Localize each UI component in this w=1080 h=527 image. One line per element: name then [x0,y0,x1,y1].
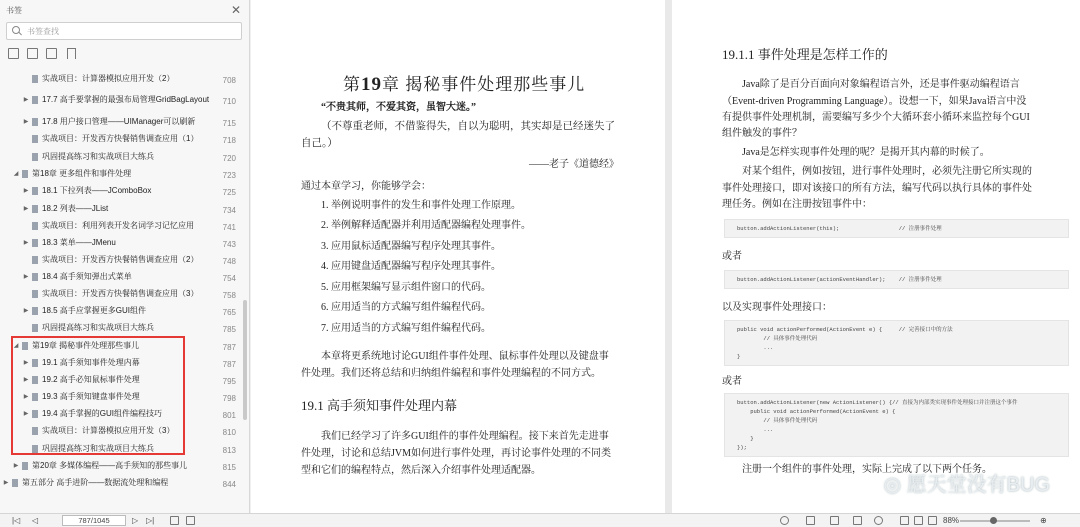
list-item[interactable]: 巩固提高练习和实战项目大练兵 785 [0,319,240,336]
learning-goal: 3. 应用鼠标适配器编写程序处理其事件。 [321,241,501,252]
list-item[interactable]: ▶ 18.3 菜单——JMenu 743 [23,238,236,249]
quote-translation-cont: 自己。） [301,138,338,149]
bookmark-icon[interactable] [65,48,76,59]
list-item[interactable]: ▶ 19.2 高手必知鼠标事件处理 795 [23,375,236,386]
document-icon [22,170,28,178]
chevron-down-icon[interactable]: ◢ [13,171,19,177]
quote-source: ——老子《道德经》 [529,159,619,170]
list-item[interactable]: 实战项目：利用列表开发名词学习记忆应用 741 [0,217,240,234]
quote-translation: （不尊重老师，不借鉴得失，自以为聪明，其实却是已经迷失了 [321,121,615,132]
code-block: public void actionPerformed(ActionEvent e) { // 完善接口中的方法 // 具体事件处理代码 ... } [724,320,1069,366]
prev-page-icon[interactable]: ◁ [32,516,39,525]
learning-goal: 7. 应用适当的方式编写组件编程代码。 [321,323,491,334]
chevron-right-icon[interactable]: ▶ [23,308,29,314]
document-icon [32,256,38,264]
paragraph-line: 以及实现事件处理接口： [722,302,832,313]
code-block: button.addActionListener(actionEventHandler); // 注册事件处理 [724,270,1069,289]
first-page-icon[interactable]: |◁ [12,516,21,525]
close-icon[interactable]: ✕ [230,3,241,17]
paragraph-line: 有提供事件处理机制，需要编写多少个大循环套小循环来监控每个GUI [722,112,1030,123]
document-icon [32,410,38,418]
document-icon [32,222,38,230]
actual-size-icon[interactable] [928,516,937,525]
page-right [672,0,1080,513]
last-page-icon[interactable]: ▷| [146,516,155,525]
chevron-right-icon[interactable]: ▶ [23,240,29,246]
paragraph-line: 事件处理接口，即对该接口的所有方法，编写代码以执行具体的事件处 [722,183,1032,194]
paragraph-line: Java除了是百分百面向对象编程语言外，还是事件驱动编程语言 [742,79,1020,90]
learning-goal: 5. 应用框架编写显示组件窗口的代码。 [321,282,491,293]
document-icon [32,359,38,367]
learning-goal: 2. 举例解释适配器并利用适配器编程处理事件。 [321,220,531,231]
chevron-right-icon[interactable]: ▶ [23,411,29,417]
learning-goal: 6. 应用适当的方式编写组件编程代码。 [321,302,491,313]
bookmark-panel-header [0,0,249,20]
quote-text: “不贵其师，不爱其资，虽智大迷。” [321,102,476,113]
chevron-right-icon[interactable]: ▶ [23,97,29,103]
list-item[interactable]: 实战项目：开发西方快餐销售调查应用（2） 748 [0,251,240,268]
double-page-icon[interactable] [830,516,839,525]
list-item[interactable]: ◢ 第18章 更多组件和事件处理 723 [13,169,236,180]
document-icon [32,376,38,384]
single-page-icon[interactable] [806,516,815,525]
paragraph-line: 件处理，讨论和总结JVM如何进行事件处理，再讨论事件处理的不同类 [301,448,612,459]
list-item[interactable]: ▶ 19.1 高手须知事件处理内幕 787 [23,358,236,369]
document-icon [32,307,38,315]
bookmark-toolbar [8,48,76,59]
paragraph-line: 组件触发的事件？ [722,128,802,139]
paragraph-line: 件处理。我们还将总结和归纳组件编程和事件处理编程的不同方式。 [301,368,601,379]
document-icon [32,135,38,143]
document-icon [32,273,38,281]
fit-width-icon[interactable] [900,516,909,525]
sidebar-scrollbar[interactable] [243,300,247,420]
chevron-right-icon[interactable]: ▶ [23,206,29,212]
document-icon [32,427,38,435]
list-item[interactable]: 实战项目：开发西方快餐销售调查应用（1） 718 [0,130,240,147]
add-bookmark-icon[interactable] [46,48,57,59]
paragraph-line: （Event-driven Programming Language）。设想一下，如果Java语言中没 [722,96,1027,107]
document-icon [32,324,38,332]
paragraph-line: 理任务。例如在注册按钮事件中： [722,199,872,210]
bookmark-panel-title: 书签 [6,5,22,15]
paragraph-line: 型和它们的编程特点，然后深入介绍事件处理适配器。 [301,465,541,476]
chapter-intro: 通过本章学习，你能够学会： [301,181,431,192]
zoom-slider-handle[interactable] [990,517,997,524]
list-item[interactable]: ▶ 18.4 高手须知弹出式菜单 754 [23,272,236,283]
bookmark-panel [0,0,250,513]
paragraph-line: 对某个组件，例如按钮，进行事件处理时，必须先注册它所实现的 [742,166,1032,177]
document-icon [12,479,18,487]
eye-icon[interactable] [780,516,789,525]
list-item[interactable]: ▶ 第20章 多媒体编程——高手须知的那些事儿 815 [13,461,236,472]
expand-all-icon[interactable] [8,48,19,59]
fit-height-icon[interactable] [914,516,923,525]
code-block: button.addActionListener(this); // 注册事件处理 [724,219,1069,238]
chapter-title: 第19章 揭秘事件处理那些事儿 [343,74,586,95]
document-icon [32,118,38,126]
chevron-right-icon[interactable]: ▶ [23,119,29,125]
list-item[interactable]: ◢ 第19章 揭秘事件处理那些事儿 787 [13,341,236,352]
next-page-icon[interactable]: ▷ [132,516,139,525]
fit-page-icon[interactable] [170,516,179,525]
zoom-in-icon[interactable]: ⊕ [1040,516,1047,525]
read-mode-icon[interactable] [874,516,883,525]
page-number-field[interactable]: 787/1045 [62,515,126,526]
search-icon [11,25,23,37]
paragraph-line: 或者 [722,376,742,387]
document-icon [32,153,38,161]
document-icon [32,187,38,195]
list-item[interactable]: ▶ 19.3 高手须知键盘事件处理 798 [23,392,236,403]
paragraph-line: Java是怎样实现事件处理的呢？是揭开其内幕的时候了。 [742,147,990,158]
chevron-right-icon[interactable]: ▶ [23,274,29,280]
list-item[interactable]: 巩固提高练习和实战项目大练兵 813 [0,440,240,457]
chevron-right-icon[interactable]: ▶ [13,463,19,469]
list-item[interactable]: ▶ 18.1 下拉列表——JComboBox 725 [23,186,236,197]
zoom-level[interactable]: 88% [943,516,960,525]
code-block: button.addActionListener(new ActionListener() {// 直接为内部类实现事件处理接口并注册这个事件 public void actionPerformed(ActionEvent e) { // 具体事件处理代码 ... } }); [724,393,1069,457]
document-icon [22,342,28,350]
chevron-right-icon[interactable]: ▶ [23,360,29,366]
list-item[interactable]: 实战项目：计算器模拟应用开发（2） 708 [0,70,240,87]
list-item[interactable]: 巩固提高练习和实战项目大练兵 720 [0,148,240,165]
collapse-all-icon[interactable] [27,48,38,59]
paragraph-line: 我们已经学习了许多GUI组件的事件处理编程。接下来首先走进事 [321,431,609,442]
page-left [251,0,665,513]
document-icon [32,75,38,83]
document-icon [32,239,38,247]
list-item[interactable]: ▶ 19.4 高手掌握的GUI组件编程技巧 801 [23,409,236,420]
chevron-right-icon[interactable]: ▶ [23,394,29,400]
list-item[interactable]: ▶ 18.5 高手应掌握更多GUI组件 765 [23,306,236,317]
status-bar [0,513,1080,527]
document-icon [32,96,38,104]
wechat-icon: ◎ [883,474,907,496]
list-item[interactable]: ▶ 18.2 列表——JList 734 [23,204,236,215]
continuous-icon[interactable] [853,516,862,525]
paragraph-line: 注册一个组件的事件处理，实际上完成了以下两个任务。 [742,464,992,475]
chevron-right-icon[interactable]: ▶ [23,377,29,383]
learning-goal: 1. 举例说明事件的发生和事件处理工作原理。 [321,200,521,211]
list-item[interactable]: 实战项目：开发西方快餐销售调查应用（3） 758 [0,285,240,302]
list-item[interactable]: ▶ 第五部分 高手进阶——数据流处理和编程 844 [3,478,236,489]
bookmark-search-box[interactable] [6,22,242,40]
learning-goal: 4. 应用键盘适配器编写程序处理其事件。 [321,261,501,272]
document-icon [32,205,38,213]
chevron-right-icon[interactable]: ▶ [3,480,9,486]
document-icon [22,462,28,470]
chevron-down-icon[interactable]: ◢ [13,343,19,349]
document-icon [32,445,38,453]
chevron-right-icon[interactable]: ▶ [23,188,29,194]
subsection-title: 19.1.1 事件处理是怎样工作的 [722,47,888,62]
paragraph-line: 本章将更系统地讨论GUI组件事件处理、鼠标事件处理以及键盘事 [321,351,609,362]
document-viewer[interactable] [251,0,1080,513]
watermark: ◎ 愿天堂没有BUG [883,474,1050,496]
list-item[interactable]: ▶ 17.7 高手要掌握的最强布局管理GridBagLayout 710 [23,95,236,106]
bookmark-tree [0,66,250,496]
bookmark-search-input[interactable] [27,27,227,36]
section-title: 19.1 高手须知事件处理内幕 [301,398,458,413]
rotate-icon[interactable] [186,516,195,525]
list-item[interactable]: ▶ 17.8 用户接口管理——UIManager可以刷新 715 [23,117,236,128]
document-icon [32,290,38,298]
paragraph-line: 或者 [722,251,742,262]
list-item[interactable]: 实战项目：计算器模拟应用开发（3） 810 [0,422,240,439]
document-icon [32,393,38,401]
